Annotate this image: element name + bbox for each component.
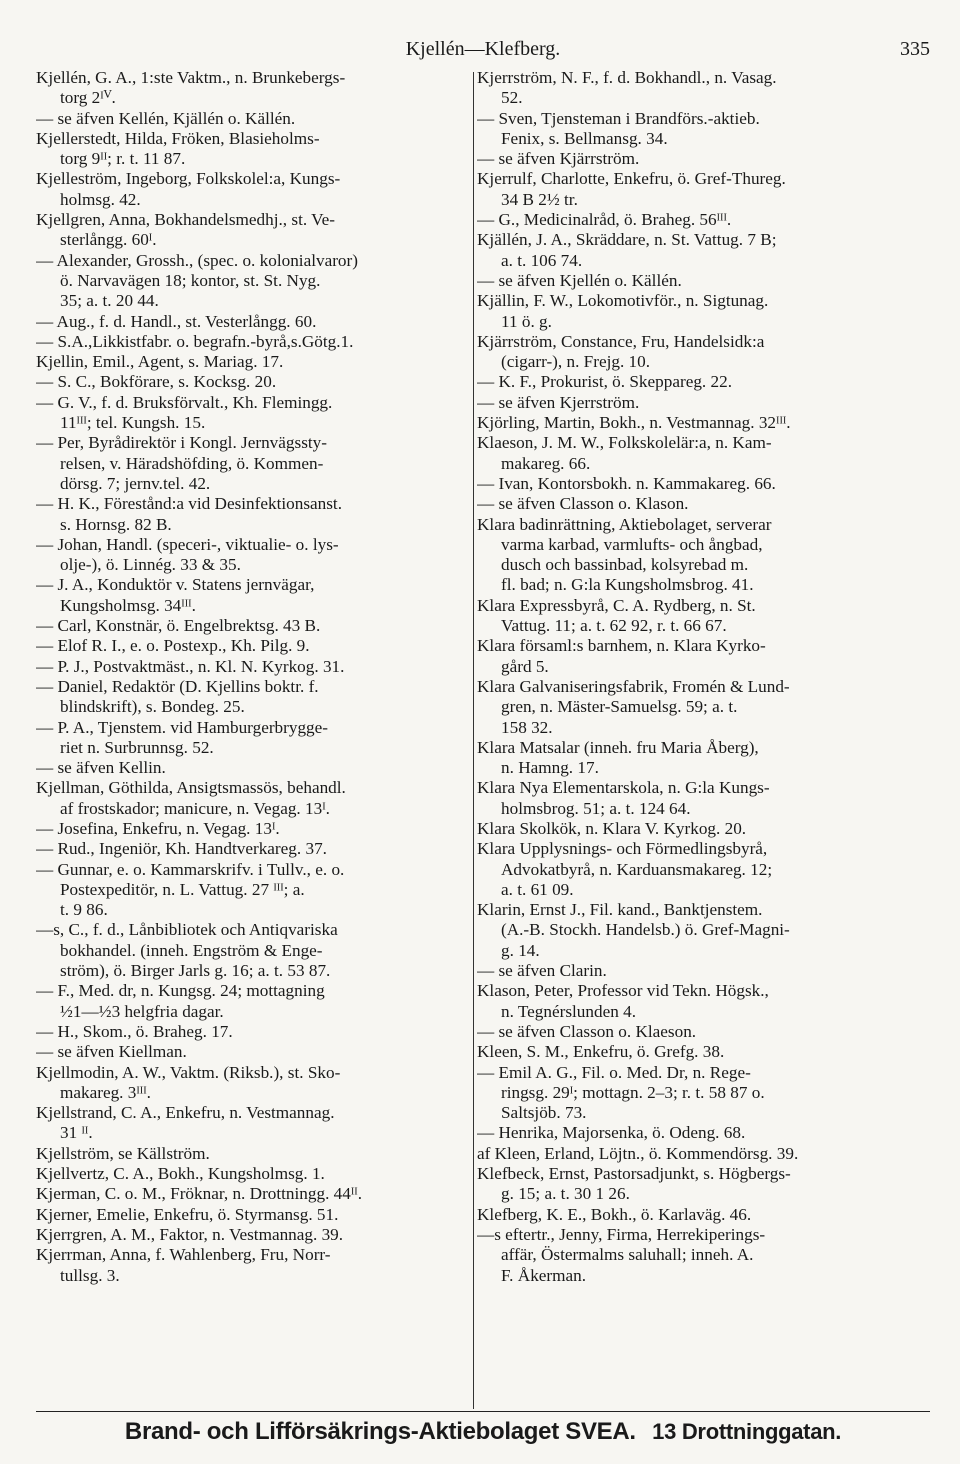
page-number: 335 bbox=[900, 38, 930, 60]
directory-columns bbox=[36, 68, 936, 1413]
directory-line: —s, C., f. d., Lånbibliotek och Antiqvariska bbox=[36, 920, 338, 940]
directory-line: Klara Upplysnings- och Förmedlingsbyrå, bbox=[477, 839, 768, 859]
directory-line: — Aug., f. d. Handl., st. Vesterlångg. 60. bbox=[36, 311, 317, 331]
directory-line: ½1—½3 helgfria dagar. bbox=[60, 1001, 224, 1021]
directory-line: Kjörling, Martin, Bokh., n. Vestmannag. 32ᴵᴵᴵ. bbox=[477, 413, 791, 433]
directory-line: Kjärrström, Constance, Fru, Handelsidk:a bbox=[477, 331, 765, 351]
directory-line: Klara församl:s barnhem, n. Klara Kyrko- bbox=[477, 636, 766, 656]
directory-line: Kjerrgren, A. M., Faktor, n. Vestmannag. 39. bbox=[36, 1224, 344, 1244]
footer-rule bbox=[36, 1411, 930, 1412]
directory-line: — se äfven Clarin. bbox=[477, 961, 607, 981]
directory-line: Kjellmodin, A. W., Vaktm. (Riksb.), st. Sko- bbox=[36, 1062, 341, 1082]
directory-line: — se äfven Kiellman. bbox=[36, 1042, 187, 1062]
directory-line: Kjellin, Emil., Agent, s. Mariag. 17. bbox=[36, 352, 284, 372]
directory-line: —s eftertr., Jenny, Firma, Herrekiperings- bbox=[477, 1224, 766, 1244]
advertisement-address: 13 Drottninggatan. bbox=[652, 1419, 842, 1444]
directory-line: — Johan, Handl. (speceri-, viktualie- o. lys- bbox=[36, 534, 339, 554]
directory-line: Klara Matsalar (inneh. fru Maria Åberg), bbox=[477, 737, 759, 757]
directory-line: Klara Skolkök, n. Klara V. Kyrkog. 20. bbox=[477, 818, 747, 838]
directory-line: — Rud., Ingeniör, Kh. Handtverkareg. 37. bbox=[36, 839, 327, 859]
directory-line: — Elof R. I., e. o. Postexp., Kh. Pilg. 9. bbox=[36, 636, 310, 656]
directory-line: torg 9ᴵᴵ; r. t. 11 87. bbox=[60, 149, 186, 169]
directory-line: g. 14. bbox=[501, 940, 540, 960]
directory-line: 35; a. t. 20 44. bbox=[60, 291, 159, 311]
directory-line: tullsg. 3. bbox=[60, 1265, 120, 1285]
directory-line: g. 15; a. t. 30 1 26. bbox=[501, 1184, 630, 1204]
directory-line: — F., Med. dr, n. Kungsg. 24; mottagning bbox=[36, 981, 325, 1001]
directory-line: a. t. 61 09. bbox=[501, 879, 574, 899]
directory-line: F. Åkerman. bbox=[501, 1265, 587, 1285]
directory-line: — S.A.,Likkistfabr. o. begrafn.-byrå,s.Götg.1. bbox=[36, 331, 354, 351]
directory-line: Kjellman, Göthilda, Ansigtsmassös, behandl. bbox=[36, 778, 346, 798]
left-column bbox=[36, 68, 468, 1413]
directory-line: Saltsjöb. 73. bbox=[501, 1103, 587, 1123]
directory-line: Kjellgren, Anna, Bokhandelsmedhj., st. Ve- bbox=[36, 210, 335, 230]
running-head: Kjellén—Klefberg. bbox=[405, 38, 561, 60]
directory-line: Kjerrström, N. F., f. d. Bokhandl., n. Vasag. bbox=[477, 68, 777, 87]
advertisement-text: Brand- och Lifförsäkrings-Aktiebolaget SVEA. bbox=[124, 1418, 636, 1445]
directory-line: — Alexander, Grossh., (spec. o. kolonialvaror) bbox=[36, 250, 358, 270]
directory-line: Kleen, S. M., Enkefru, ö. Grefg. 38. bbox=[477, 1042, 725, 1062]
directory-line: Klarin, Ernst J., Fil. kand., Banktjenstem. bbox=[477, 900, 763, 920]
directory-line: Klara badinrättning, Aktiebolaget, serverar bbox=[477, 514, 772, 534]
directory-line: 11 ö. g. bbox=[501, 311, 552, 331]
directory-line: — se äfven Kjellén o. Källén. bbox=[477, 270, 682, 290]
directory-line: Klara Nya Elementarskola, n. G:la Kungs- bbox=[477, 778, 770, 798]
directory-line: holmsg. 42. bbox=[60, 189, 141, 209]
directory-line: Klefberg, K. E., Bokh., ö. Karlaväg. 46. bbox=[477, 1204, 752, 1224]
directory-line: bokhandel. (inneh. Engström & Enge- bbox=[60, 940, 323, 960]
directory-line: Kjelleström, Ingeborg, Folkskolel:a, Kungs- bbox=[36, 169, 341, 189]
directory-line: 34 B 2½ tr. bbox=[501, 189, 578, 209]
directory-line: — Ivan, Kontorsbokh. n. Kammakareg. 66. bbox=[477, 473, 776, 493]
directory-line: Advokatbyrå, n. Karduansmakareg. 12; bbox=[501, 859, 773, 879]
directory-line: — Daniel, Redaktör (D. Kjellins boktr. f. bbox=[36, 676, 319, 696]
directory-line: Kjerrman, Anna, f. Wahlenberg, Fru, Norr- bbox=[36, 1245, 331, 1265]
directory-line: Postexpeditör, n. L. Vattug. 27 ᴵᴵᴵ; a. bbox=[60, 879, 305, 899]
directory-line: — P. J., Postvaktmäst., n. Kl. N. Kyrkog. 31. bbox=[36, 656, 345, 676]
directory-line: — Sven, Tjensteman i Brandförs.-aktieb. bbox=[477, 108, 760, 128]
directory-line: — Josefina, Enkefru, n. Vegag. 13ᴵ. bbox=[36, 818, 280, 838]
directory-line: — se äfven Kellin. bbox=[36, 758, 166, 778]
directory-line: Vattug. 11; a. t. 62 92, r. t. 66 67. bbox=[501, 616, 727, 636]
directory-line: — Gunnar, e. o. Kammarskrifv. i Tullv., e. o. bbox=[36, 859, 345, 879]
directory-line: — K. F., Prokurist, ö. Skeppareg. 22. bbox=[477, 372, 732, 392]
directory-line: — P. A., Tjenstem. vid Hamburgerbrygge- bbox=[36, 717, 328, 737]
directory-line: affär, Östermalms saluhall; inneh. A. bbox=[501, 1245, 754, 1265]
directory-line: olje-), ö. Linnég. 33 & 35. bbox=[60, 555, 241, 575]
directory-line: — se äfven Kjerrström. bbox=[477, 392, 640, 412]
directory-line: fl. bad; n. G:la Kungsholmsbrog. 41. bbox=[501, 575, 754, 595]
directory-line: 11ᴵᴵᴵ; tel. Kungsh. 15. bbox=[60, 413, 206, 433]
directory-line: — se äfven Classon o. Klaeson. bbox=[477, 1021, 697, 1041]
directory-line: riet n. Surbrunnsg. 52. bbox=[60, 737, 214, 757]
directory-line: ringsg. 29ᴵ; mottagn. 2–3; r. t. 58 87 o. bbox=[501, 1082, 765, 1102]
page-header bbox=[36, 38, 930, 68]
directory-line: makareg. 66. bbox=[501, 453, 591, 473]
directory-line: Kjellström, se Källström. bbox=[36, 1143, 210, 1163]
directory-line: Kjellén, G. A., 1:ste Vaktm., n. Brunkebergs- bbox=[36, 68, 346, 87]
directory-line: dusch och bassinbad, kolsyrebad m. bbox=[501, 555, 749, 575]
directory-line: — G., Medicinalråd, ö. Braheg. 56ᴵᴵᴵ. bbox=[477, 210, 732, 230]
directory-line: n. Tegnérslunden 4. bbox=[501, 1001, 636, 1021]
directory-line: gård 5. bbox=[501, 656, 549, 676]
directory-line: — Henrika, Majorsenka, ö. Odeng. 68. bbox=[477, 1123, 746, 1143]
directory-line: a. t. 106 74. bbox=[501, 250, 583, 270]
directory-line: Klason, Peter, Professor vid Tekn. Högsk., bbox=[477, 981, 769, 1001]
directory-line: Kjellstrand, C. A., Enkefru, n. Vestmannag. bbox=[36, 1103, 335, 1123]
right-column bbox=[477, 68, 930, 1413]
directory-line: — G. V., f. d. Bruksförvalt., Kh. Flemingg. bbox=[36, 392, 333, 412]
directory-line: dörsg. 7; jernv.tel. 42. bbox=[60, 473, 211, 493]
directory-line: Kjällin, F. W., Lokomotivför., n. Sigtunag. bbox=[477, 291, 769, 311]
directory-line: — se äfven Kjärrström. bbox=[477, 149, 640, 169]
directory-line: af Kleen, Erland, Löjtn., ö. Kommendörsg. 39. bbox=[477, 1143, 799, 1163]
directory-line: Klaeson, J. M. W., Folkskolelär:a, n. Kam- bbox=[477, 433, 772, 453]
directory-line: Fenix, s. Bellmansg. 34. bbox=[501, 128, 668, 148]
directory-line: — H. K., Förestånd:a vid Desinfektionsanst. bbox=[36, 494, 342, 514]
directory-line: Kjerrulf, Charlotte, Enkefru, ö. Gref-Thureg. bbox=[477, 169, 786, 189]
directory-line: — se äfven Classon o. Klason. bbox=[477, 494, 689, 514]
directory-line: af frostskador; manicure, n. Vegag. 13ᴵ. bbox=[60, 798, 330, 818]
directory-line: ö. Narvavägen 18; kontor, st. St. Nyg. bbox=[60, 270, 321, 290]
directory-line: Kjellvertz, C. A., Bokh., Kungsholmsg. 1. bbox=[36, 1164, 325, 1184]
directory-line: Kjällén, J. A., Skräddare, n. St. Vattug. 7 B; bbox=[477, 230, 777, 250]
directory-line: 31 ᴵᴵ. bbox=[60, 1123, 93, 1143]
directory-line: Klara Expressbyrå, C. A. Rydberg, n. St. bbox=[477, 595, 756, 615]
directory-line: blindskrift), s. Bondeg. 25. bbox=[60, 697, 245, 717]
directory-line: sterlångg. 60ᴵ. bbox=[60, 230, 157, 250]
directory-line: (A.-B. Stockh. Handelsb.) ö. Gref-Magni- bbox=[501, 920, 790, 940]
directory-line: Klara Galvaniseringsfabrik, Fromén & Lund- bbox=[477, 676, 790, 696]
advertisement bbox=[36, 1418, 930, 1446]
column-divider bbox=[473, 72, 474, 1409]
directory-line: torg 2ᴵⱽ. bbox=[60, 88, 116, 108]
directory-line: gren, n. Mäster-Samuelsg. 59; a. t. bbox=[501, 697, 738, 717]
directory-line: Kungsholmsg. 34ᴵᴵᴵ. bbox=[60, 595, 196, 615]
directory-line: Klefbeck, Ernst, Pastorsadjunkt, s. Högbergs- bbox=[477, 1164, 791, 1184]
directory-line: varma karbad, varmlufts- och ångbad, bbox=[501, 534, 763, 554]
directory-line: s. Hornsg. 82 B. bbox=[60, 514, 172, 534]
directory-line: — se äfven Kellén, Kjällén o. Källén. bbox=[36, 108, 296, 128]
directory-line: — S. C., Bokförare, s. Kocksg. 20. bbox=[36, 372, 277, 392]
directory-line: — Carl, Konstnär, ö. Engelbrektsg. 43 B. bbox=[36, 616, 321, 636]
directory-line: relsen, v. Häradshöfding, ö. Kommen- bbox=[60, 453, 324, 473]
directory-line: 52. bbox=[501, 88, 523, 108]
directory-line: (cigarr-), n. Frejg. 10. bbox=[501, 352, 651, 372]
directory-line: — Emil A. G., Fil. o. Med. Dr, n. Rege- bbox=[477, 1062, 751, 1082]
directory-line: Kjellerstedt, Hilda, Fröken, Blasieholms- bbox=[36, 128, 320, 148]
directory-line: — Per, Byrådirektör i Kongl. Jernvägssty- bbox=[36, 433, 327, 453]
directory-line: Kjerner, Emelie, Enkefru, ö. Styrmansg. 51. bbox=[36, 1204, 339, 1224]
directory-line: makareg. 3ᴵᴵᴵ. bbox=[60, 1082, 151, 1102]
directory-line: 158 32. bbox=[501, 717, 553, 737]
directory-line: n. Hamng. 17. bbox=[501, 758, 599, 778]
directory-line: — H., Skom., ö. Braheg. 17. bbox=[36, 1021, 233, 1041]
directory-line: — J. A., Konduktör v. Statens jernvägar, bbox=[36, 575, 315, 595]
directory-line: holmsbrog. 51; a. t. 124 64. bbox=[501, 798, 691, 818]
directory-line: ström), ö. Birger Jarls g. 16; a. t. 53 87. bbox=[60, 961, 331, 981]
directory-line: Kjerman, C. o. M., Fröknar, n. Drottningg. 44ᴵᴵ. bbox=[36, 1184, 363, 1204]
directory-line: t. 9 86. bbox=[60, 900, 108, 920]
